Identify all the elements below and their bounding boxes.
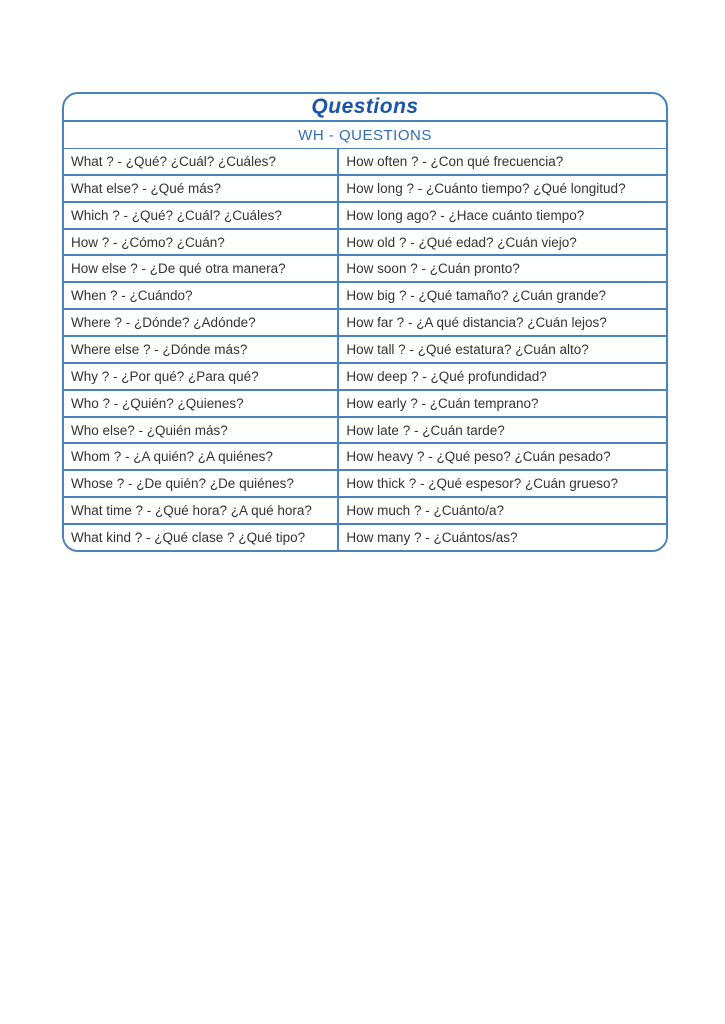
wh-question-cell: Where else ? - ¿Dónde más?: [63, 336, 338, 363]
wh-question-cell: How else ? - ¿De qué otra manera?: [63, 255, 338, 282]
wh-question-cell: Which ? - ¿Qué? ¿Cuál? ¿Cuáles?: [63, 202, 338, 229]
wh-question-cell: What kind ? - ¿Qué clase ? ¿Qué tipo?: [63, 524, 338, 551]
wh-question-cell: How ? - ¿Cómo? ¿Cuán?: [63, 229, 338, 256]
table-row: [63, 255, 667, 282]
how-question-cell: How early ? - ¿Cuán temprano?: [338, 390, 667, 417]
how-question-cell: How far ? - ¿A qué distancia? ¿Cuán lejos?: [338, 309, 667, 336]
table-row: [63, 229, 667, 256]
how-question-cell: How long ? - ¿Cuánto tiempo? ¿Qué longitud?: [338, 175, 667, 202]
table-row: [63, 282, 667, 309]
wh-questions-table: [63, 148, 667, 551]
table-row: [63, 524, 667, 551]
table-row: [63, 443, 667, 470]
card-subtitle: WH - QUESTIONS: [298, 126, 432, 144]
wh-question-cell: When ? - ¿Cuándo?: [63, 282, 338, 309]
table-row: [63, 148, 667, 175]
table-row: [63, 336, 667, 363]
wh-questions-table-body: [63, 148, 667, 551]
table-row: [63, 417, 667, 444]
how-question-cell: How often ? - ¿Con qué frecuencia?: [338, 148, 667, 175]
how-question-cell: How tall ? - ¿Qué estatura? ¿Cuán alto?: [338, 336, 667, 363]
table-row: [63, 202, 667, 229]
table-row: [63, 363, 667, 390]
how-question-cell: How thick ? - ¿Qué espesor? ¿Cuán grueso?: [338, 470, 667, 497]
wh-question-cell: Who ? - ¿Quién? ¿Quienes?: [63, 390, 338, 417]
how-question-cell: How many ? - ¿Cuántos/as?: [338, 524, 667, 551]
table-row: [63, 390, 667, 417]
wh-question-cell: Where ? - ¿Dónde? ¿Adónde?: [63, 309, 338, 336]
how-question-cell: How old ? - ¿Qué edad? ¿Cuán viejo?: [338, 229, 667, 256]
how-question-cell: How soon ? - ¿Cuán pronto?: [338, 255, 667, 282]
how-question-cell: How late ? - ¿Cuán tarde?: [338, 417, 667, 444]
wh-question-cell: Whom ? - ¿A quién? ¿A quiénes?: [63, 443, 338, 470]
table-row: [63, 470, 667, 497]
how-question-cell: How heavy ? - ¿Qué peso? ¿Cuán pesado?: [338, 443, 667, 470]
wh-question-cell: What time ? - ¿Qué hora? ¿A qué hora?: [63, 497, 338, 524]
table-row: [63, 175, 667, 202]
how-question-cell: How long ago? - ¿Hace cuánto tiempo?: [338, 202, 667, 229]
how-question-cell: How much ? - ¿Cuánto/a?: [338, 497, 667, 524]
wh-question-cell: Who else? - ¿Quién más?: [63, 417, 338, 444]
card-title: Questions: [64, 94, 666, 122]
wh-question-cell: Whose ? - ¿De quién? ¿De quiénes?: [63, 470, 338, 497]
wh-question-cell: Why ? - ¿Por qué? ¿Para qué?: [63, 363, 338, 390]
wh-question-cell: What ? - ¿Qué? ¿Cuál? ¿Cuáles?: [63, 148, 338, 175]
table-row: [63, 497, 667, 524]
questions-card: [62, 92, 668, 552]
table-row: [63, 309, 667, 336]
wh-question-cell: What else? - ¿Qué más?: [63, 175, 338, 202]
how-question-cell: How big ? - ¿Qué tamaño? ¿Cuán grande?: [338, 282, 667, 309]
how-question-cell: How deep ? - ¿Qué profundidad?: [338, 363, 667, 390]
